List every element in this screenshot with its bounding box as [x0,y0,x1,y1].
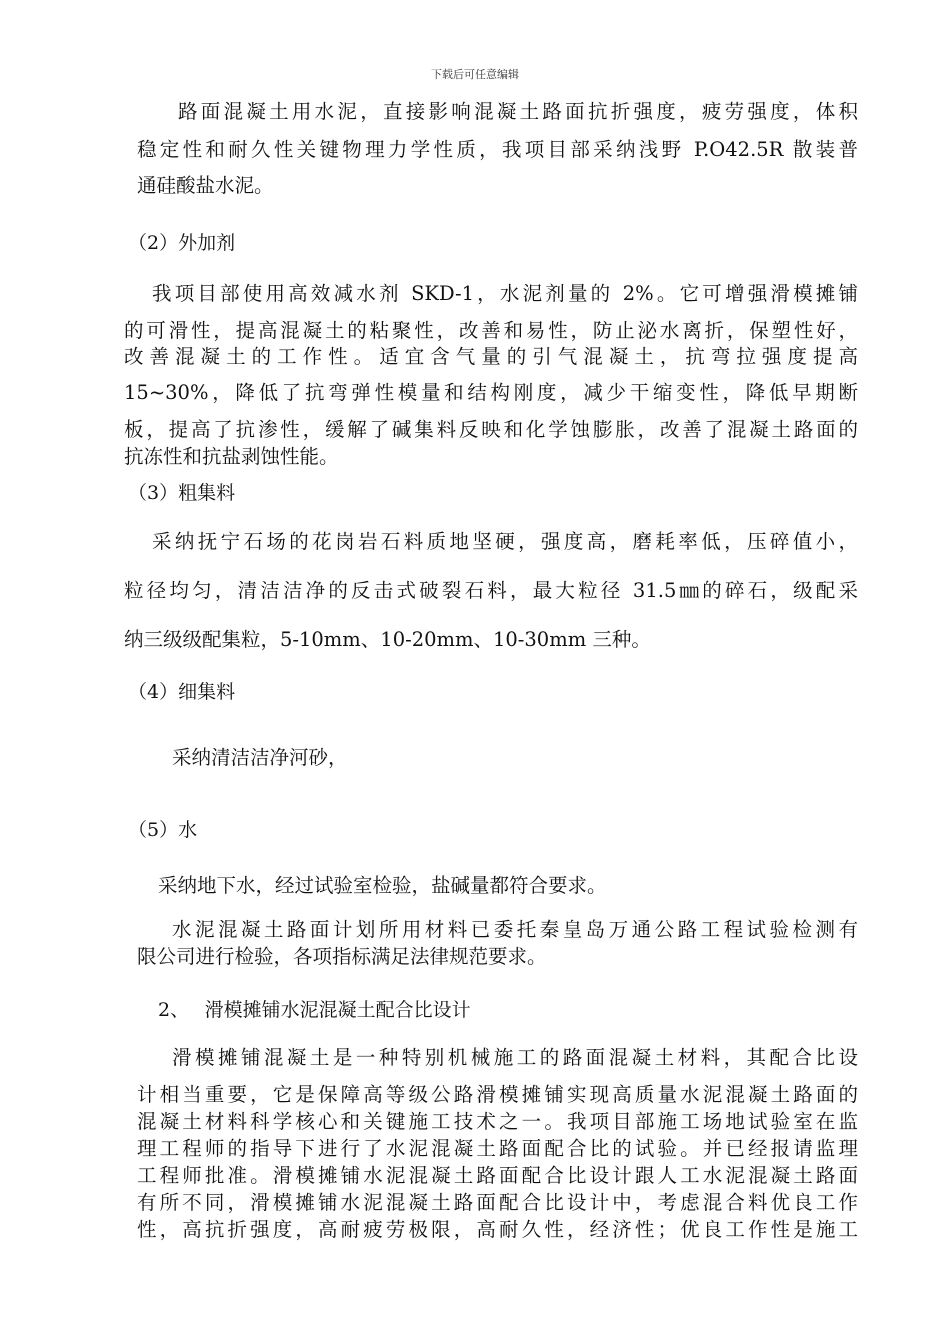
paragraph-line: 纳三级级配集粒，5-10mm、10-20mm、10-30mm 三种。 [124,628,651,651]
paragraph-line: 采纳抚宁石场的花岗岩石料质地坚硬，强度高，磨耗率低，压碎值小， [152,530,858,553]
paragraph-line: 稳定性和耐久性关键物理力学性质，我项目部采纳浅野 P.O42.5R 散装普 [137,138,858,161]
page-header-note: 下载后可任意编辑 [431,68,519,81]
paragraph-line: 工程师批准。滑模摊铺水泥混凝土路面配合比设计跟人工水泥混凝土路面 [137,1164,858,1187]
paragraph-line: 板，提高了抗渗性，缓解了碱集料反映和化学蚀膨胀，改善了混凝土路面的 [124,418,858,441]
paragraph-line: 采纳清洁洁净河砂， [172,746,348,769]
paragraph-line: 有所不同，滑模摊铺水泥混凝土路面配合比设计中，考虑混合料优良工作 [137,1191,858,1214]
paragraph-line: 计相当重要，它是保障高等级公路滑模摊铺实现高质量水泥混凝土路面的 [137,1083,858,1106]
section-heading: （4）细集料 [128,681,236,703]
paragraph-line: 限公司进行检验，各项指标满足法律规范要求。 [137,945,547,968]
section-heading: （2）外加剂 [128,232,236,254]
paragraph-line: 抗冻性和抗盐剥蚀性能。 [124,445,339,468]
paragraph-line: 混凝土材料科学核心和关键施工技术之一。我项目部施工场地试验室在监 [137,1110,858,1133]
paragraph-line: 粒径均匀，清洁洁净的反击式破裂石料，最大粒径 31.5㎜的碎石，级配采 [124,579,858,602]
paragraph-line: 我项目部使用高效减水剂 SKD-1，水泥剂量的 2%。它可增强滑模摊铺 [152,282,858,305]
paragraph-line: 性，高抗折强度，高耐疲劳极限，高耐久性，经济性；优良工作性是施工 [137,1218,858,1241]
paragraph-line: 15~30%，降低了抗弯弹性模量和结构刚度，减少干缩变性，降低早期断 [124,381,858,404]
paragraph-line: 理工程师的指导下进行了水泥混凝土路面配合比的试验。并已经报请监理 [137,1137,858,1160]
paragraph-line: 水泥混凝土路面计划所用材料已委托秦皇岛万通公路工程试验检测有 [172,918,858,941]
paragraph-line: 路面混凝土用水泥，直接影响混凝土路面抗折强度，疲劳强度，体积 [178,100,858,123]
paragraph-line: 改善混凝土的工作性。适宜含气量的引气混凝土，抗弯拉强度提高 [124,345,858,368]
section-heading: （5）水 [128,819,198,841]
paragraph-line: 的可滑性，提高混凝土的粘聚性，改善和易性，防止泌水离折，保塑性好， [124,319,858,342]
paragraph-line: 采纳地下水，经过试验室检验，盐碱量都符合要求。 [158,874,607,897]
section-heading: （3）粗集料 [128,482,236,504]
paragraph-line: 滑模摊铺混凝土是一种特别机械施工的路面混凝土材料，其配合比设 [172,1046,858,1069]
paragraph-line: 通硅酸盐水泥。 [137,174,274,197]
section-heading: 2、 滑模摊铺水泥混凝土配合比设计 [158,999,471,1021]
